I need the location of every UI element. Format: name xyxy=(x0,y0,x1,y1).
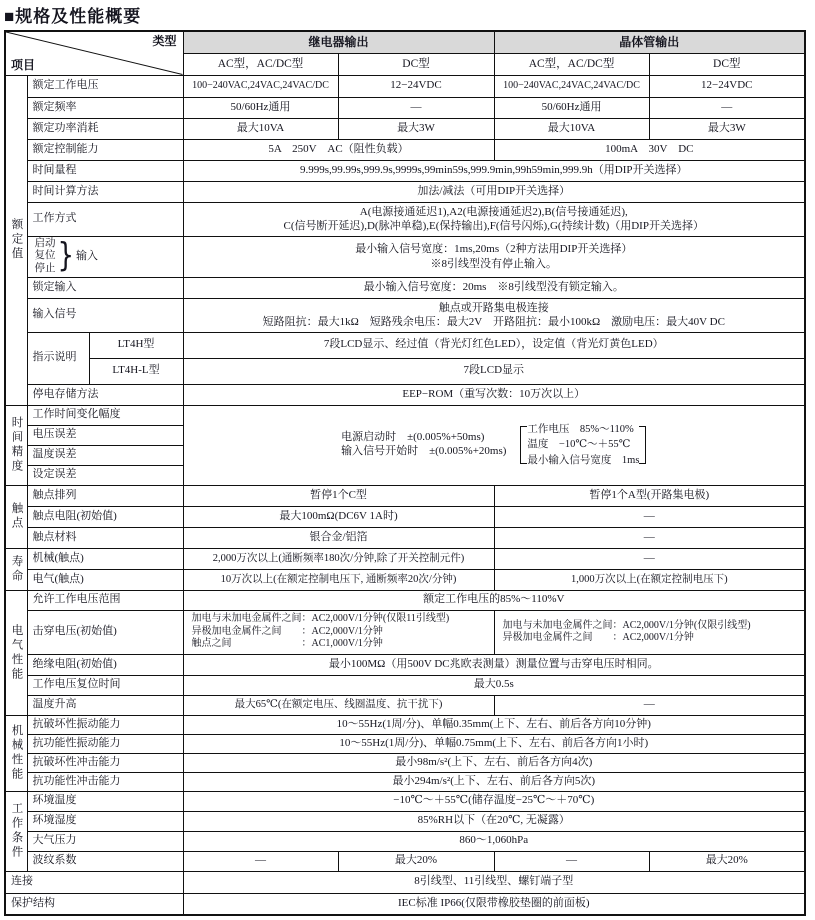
value-cell: — xyxy=(338,97,494,118)
row-label: 输入信号 xyxy=(27,298,183,332)
value-cell: — xyxy=(494,695,805,715)
row-label: 设定误差 xyxy=(27,465,183,485)
table-row-input-signal xyxy=(5,298,805,332)
table-row-insulation xyxy=(5,654,805,675)
table-row-start-input xyxy=(5,236,805,277)
section-label-operating: 工作条件 xyxy=(5,791,27,871)
value-cell: 50/60Hz通用 xyxy=(183,97,338,118)
word-stop: 停止 xyxy=(34,262,56,274)
row-label: 工作电压复位时间 xyxy=(27,675,183,695)
value-cell: 10～55Hz(1周/分)、单幅0.35mm(上下、左右、前后各方向10分钟) xyxy=(183,715,805,734)
value-cell: 1,000万次以上(在额定控制电压下) xyxy=(494,569,805,590)
table-row-ambient-temp xyxy=(5,791,805,811)
table-row-atmospheric-pressure xyxy=(5,831,805,851)
row-label: 环境温度 xyxy=(27,791,183,811)
value-cell: 8引线型、11引线型、螺钉端子型 xyxy=(183,871,805,893)
value-line: A(电源接通延迟1),A2(电源接通延迟2),B(信号接通延迟), xyxy=(359,205,628,218)
value-cell: 12−24VDC xyxy=(338,75,494,97)
page-title: ■规格及性能概要 xyxy=(4,7,142,26)
table-row-rated-voltage xyxy=(5,75,805,97)
table-row-reset-time xyxy=(5,675,805,695)
row-label: 触点电阻(初始值) xyxy=(27,506,183,527)
value-line: 短路阻抗：最大1kΩ 短路残余电压：最大2V 开路阻抗：最小100kΩ 激励电压：最大40V DC xyxy=(262,316,725,328)
value-cell: −10℃～＋55℃(储存温度−25℃～＋70℃) xyxy=(183,791,805,811)
value-cell: 银合金/铝箔 xyxy=(183,527,494,548)
row-label: 额定控制能力 xyxy=(27,139,183,160)
value-cell xyxy=(183,236,805,277)
value-cell: 最小294m/s²(上下、左右、前后各方向5次) xyxy=(183,772,805,791)
section-label-contact: 触点 xyxy=(5,485,27,548)
value-cell: 最大3W xyxy=(338,118,494,139)
row-label: 抗破坏性冲击能力 xyxy=(27,753,183,772)
sub-row-label: LT4H-L型 xyxy=(89,358,183,384)
row-label: 击穿电压(初始值) xyxy=(27,610,183,654)
row-label: 触点材料 xyxy=(27,527,183,548)
word-start: 启动 xyxy=(34,238,56,250)
table-row-voltage-range xyxy=(5,590,805,610)
value-line: 最小输入信号宽度：1ms,20ms（2种方法用DIP开关选择） xyxy=(355,243,633,256)
table-row-ambient-humidity xyxy=(5,811,805,831)
value-cell: 50/60Hz通用 xyxy=(494,97,649,118)
row-label: 大气压力 xyxy=(27,831,183,851)
row-label: 抗破坏性振动能力 xyxy=(27,715,183,734)
value-cell: — xyxy=(494,527,805,548)
section-label-mechanical: 机械性能 xyxy=(5,715,27,791)
left-bracket-icon xyxy=(520,426,527,464)
brace-icon: } xyxy=(57,237,75,275)
table-row-memory xyxy=(5,384,805,405)
value-cell: 最小输入信号宽度：20ms ※8引线型没有锁定输入。 xyxy=(183,277,805,298)
table-row-contact-arrangement xyxy=(5,485,805,506)
table-row-vibration-destructive xyxy=(5,715,805,734)
value-line: 异极加电金属件之间 ：AC2,000V/1分钟 xyxy=(502,632,694,643)
table-row-contact-material xyxy=(5,527,805,548)
value-cell: 85%RH以下（在20℃, 无凝露） xyxy=(183,811,805,831)
accuracy-values xyxy=(341,431,506,459)
value-cell: 860～1,060hPa xyxy=(183,831,805,851)
table-row-temp-rise xyxy=(5,695,805,715)
table-row-mode xyxy=(5,202,805,236)
header-item-label: 项目 xyxy=(11,57,36,72)
row-label: 电气(触点) xyxy=(27,569,183,590)
table-row-control xyxy=(5,139,805,160)
value-cell: 加法/减法（可用DIP开关选择） xyxy=(183,181,805,202)
value-cell xyxy=(494,610,805,654)
right-bracket-icon xyxy=(639,426,646,464)
value-cell xyxy=(183,298,805,332)
header-subcol: AC型，AC/DC型 xyxy=(183,53,338,75)
row-label: 触点排列 xyxy=(27,485,183,506)
value-cell: 最小98m/s²(上下、左右、前后各方向4次) xyxy=(183,753,805,772)
header-corner-cell xyxy=(5,31,183,75)
table-row-power xyxy=(5,118,805,139)
value-cell: — xyxy=(649,97,805,118)
time-accuracy-value-cell xyxy=(183,405,805,485)
section-label-rated: 额定值 xyxy=(5,75,27,405)
table-row-shock-destructive xyxy=(5,753,805,772)
spec-table xyxy=(4,30,806,916)
row-label: 环境湿度 xyxy=(27,811,183,831)
table-header-row-1 xyxy=(5,31,805,53)
condition-bracket-group xyxy=(520,422,646,468)
value-cell: 10万次以上(在额定控制电压下, 通断频率20次/分钟) xyxy=(183,569,494,590)
table-row-indication-lt4h xyxy=(5,332,805,358)
table-row-contact-resistance xyxy=(5,506,805,527)
value-cell: 最大10VA xyxy=(183,118,338,139)
value-cell: 7段LCD显示 xyxy=(183,358,805,384)
condition-line: 最小输入信号宽度 1ms xyxy=(527,454,640,466)
row-label: 工作时间变化幅度 xyxy=(27,405,183,425)
row-label xyxy=(27,236,183,277)
condition-line: 温度 −10℃～＋55℃ xyxy=(527,439,631,451)
section-label-time-accuracy: 时间精度 xyxy=(5,405,27,485)
condition-list xyxy=(527,422,639,468)
word-reset: 复位 xyxy=(34,250,56,262)
table-row-calc xyxy=(5,181,805,202)
value-cell: 最大10VA xyxy=(494,118,649,139)
row-label: 停电存储方法 xyxy=(27,384,183,405)
row-label: 允许工作电压范围 xyxy=(27,590,183,610)
value-cell: 5A 250V AC（阻性负载） xyxy=(183,139,494,160)
value-cell: 2,000万次以上(通断频率180次/分钟,除了开关控制元件) xyxy=(183,548,494,569)
start-reset-stop-input-label xyxy=(33,238,180,274)
table-row-connection xyxy=(5,871,805,893)
row-label: 连接 xyxy=(5,871,183,893)
value-cell: 最大20% xyxy=(649,851,805,871)
header-transistor-output: 晶体管输出 xyxy=(494,31,805,53)
row-label: 电压误差 xyxy=(27,425,183,445)
value-cell: 12−24VDC xyxy=(649,75,805,97)
value-cell: 7段LCD显示、经过值（背光灯红色LED），设定值（背光灯黄色LED） xyxy=(183,332,805,358)
value-cell: — xyxy=(494,506,805,527)
row-label: 波纹系数 xyxy=(27,851,183,871)
row-label: 时间量程 xyxy=(27,160,183,181)
value-line: 异极加电金属件之间 ：AC2,000V/1分钟 xyxy=(191,625,383,637)
value-cell: — xyxy=(183,851,338,871)
value-cell: 100−240VAC,24VAC,24VAC/DC xyxy=(494,75,649,97)
value-cell: 额定工作电压的85%～110%V xyxy=(183,590,805,610)
table-row-time-range xyxy=(5,160,805,181)
row-label: 抗功能性冲击能力 xyxy=(27,772,183,791)
input-suffix: 输入 xyxy=(76,249,99,262)
table-row-life-mechanical xyxy=(5,548,805,569)
value-cell: 10～55Hz(1周/分)、单幅0.75mm(上下、左右、前后各方向1小时) xyxy=(183,734,805,753)
table-row-time-variation xyxy=(5,405,805,425)
row-label: 时间计算方法 xyxy=(27,181,183,202)
value-cell: 暂停1个A型(开路集电极) xyxy=(494,485,805,506)
value-cell: 100mA 30V DC xyxy=(494,139,805,160)
table-row-rated-freq xyxy=(5,97,805,118)
header-type-label: 类型 xyxy=(152,34,177,48)
value-cell: 最大0.5s xyxy=(183,675,805,695)
value-cell xyxy=(183,610,494,654)
value-line: ※8引线型没有停止输入。 xyxy=(430,257,558,270)
value-line: 触点或开路集电极连接 xyxy=(438,301,549,314)
value-line: 加电与未加电金属件之间：AC2,000V/1分钟(仅限引线型) xyxy=(502,619,751,631)
value-line: 电源启动时 ±(0.005%+50ms) xyxy=(341,431,485,444)
row-label: 温度误差 xyxy=(27,445,183,465)
table-row-life-electrical xyxy=(5,569,805,590)
row-label: 绝缘电阻(初始值) xyxy=(27,654,183,675)
table-row-breakdown-voltage xyxy=(5,610,805,654)
value-cell: 最小100MΩ（用500V DC兆欧表测量）测量位置与击穿电压时相同。 xyxy=(183,654,805,675)
value-cell: 最大65℃(在额定电压、线圈温度、抗干扰下) xyxy=(183,695,494,715)
table-row-protection xyxy=(5,893,805,915)
value-cell: — xyxy=(494,851,649,871)
value-cell xyxy=(183,202,805,236)
header-subcol: AC型，AC/DC型 xyxy=(494,53,649,75)
value-cell: 9.999s,99.99s,999.9s,9999s,99min59s,999.9min,99h59min,999.9h（用DIP开关选择） xyxy=(183,160,805,181)
row-label: 锁定输入 xyxy=(27,277,183,298)
row-label: 指示说明 xyxy=(27,332,89,384)
header-subcol: DC型 xyxy=(338,53,494,75)
value-cell: 100−240VAC,24VAC,24VAC/DC xyxy=(183,75,338,97)
row-label: 额定功率消耗 xyxy=(27,118,183,139)
table-row-shock-functional xyxy=(5,772,805,791)
table-row-ripple xyxy=(5,851,805,871)
row-label: 抗功能性振动能力 xyxy=(27,734,183,753)
table-row-indication-lt4h-l xyxy=(5,358,805,384)
value-cell: 暂停1个C型 xyxy=(183,485,494,506)
row-label: 温度升高 xyxy=(27,695,183,715)
row-label: 保护结构 xyxy=(5,893,183,915)
value-cell: 最大20% xyxy=(338,851,494,871)
value-cell: — xyxy=(494,548,805,569)
value-cell: 最大3W xyxy=(649,118,805,139)
row-label: 额定工作电压 xyxy=(27,75,183,97)
row-label: 机械(触点) xyxy=(27,548,183,569)
table-row-vibration-functional xyxy=(5,734,805,753)
value-line: 输入信号开始时 ±(0.005%+20ms) xyxy=(341,445,507,457)
time-accuracy-content xyxy=(187,422,802,468)
input-words xyxy=(35,238,56,274)
table-row-lock-input xyxy=(5,277,805,298)
value-line: 触点之间 ：AC1,000V/1分钟 xyxy=(191,638,383,650)
value-cell: EEP−ROM（重写次数：10万次以上） xyxy=(183,384,805,405)
row-label: 额定频率 xyxy=(27,97,183,118)
sub-row-label: LT4H型 xyxy=(89,332,183,358)
value-line: C(信号断开延迟),D(脉冲单稳),E(保持输出),F(信号闪烁),G(持续计数)（用DIP开关选择） xyxy=(283,220,704,232)
value-line: 加电与未加电金属件之间：AC2,000V/1分钟(仅限11引线型) xyxy=(191,613,450,625)
value-cell: 最大100mΩ(DC6V 1A时) xyxy=(183,506,494,527)
section-label-electrical: 电气性能 xyxy=(5,590,27,715)
header-relay-output: 继电器输出 xyxy=(183,31,494,53)
header-subcol: DC型 xyxy=(649,53,805,75)
section-label-life: 寿命 xyxy=(5,548,27,590)
value-cell: IEC标准 IP66(仅限带橡胶垫圈的前面板) xyxy=(183,893,805,915)
row-label: 工作方式 xyxy=(27,202,183,236)
condition-line: 工作电压 85%～110% xyxy=(527,424,634,436)
